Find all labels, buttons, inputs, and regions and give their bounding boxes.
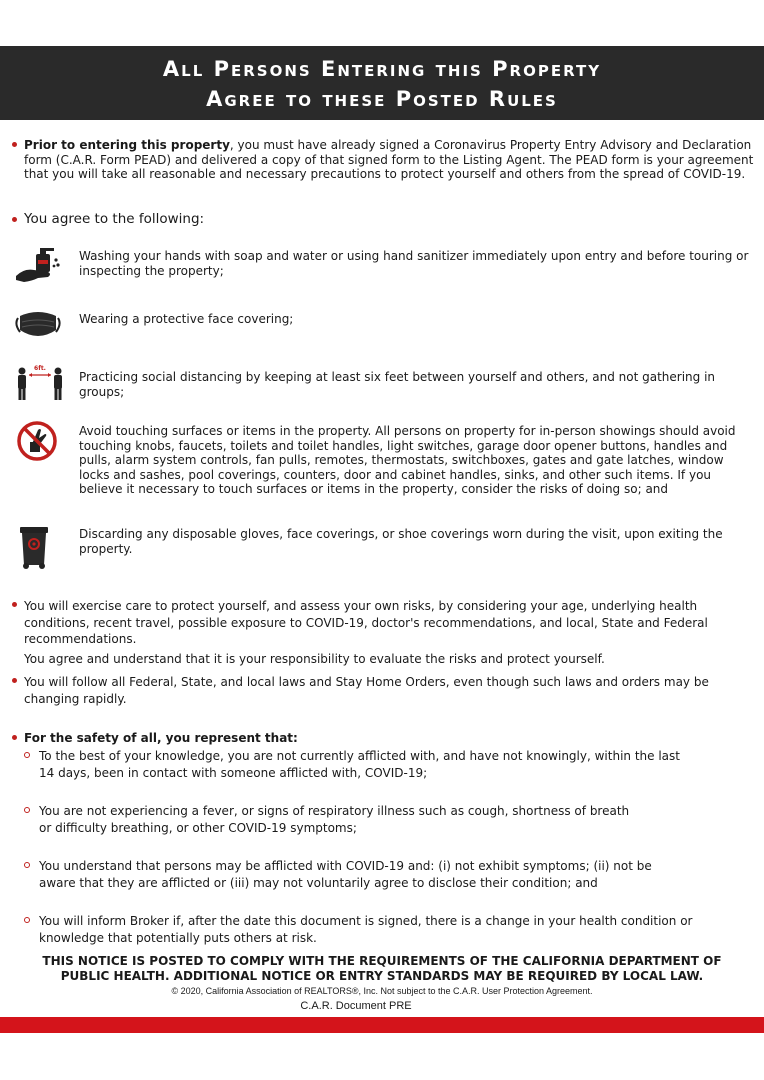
sub-bullet-ring [24,862,30,868]
bullet-dot [12,602,17,607]
hand-sanitizer-icon [14,246,62,286]
copyright: © 2020, California Association of REALTORS®, Inc. Not subject to the C.A.R. User Protection Agreement. [171,986,593,996]
agree-heading: You agree to the following: [24,211,205,227]
rule-text: Wearing a protective face covering; [79,312,294,326]
bullet-dot [12,142,17,147]
bullet-dot [12,217,17,222]
rule-text: Avoid touching surfaces or items in the property. All persons on property for in-person showings should avoid touching knobs, faucets, toilets and toilet handles, light switches, garage door opener buttons, handles and pulls, alarm system controls, fan pulls, remotes, thermostats, switchboxes, gates and gate latches, window locks and sashes, pool coverings, counters, door and cabinet handles, sinks, and other such items. If you believe it necessary to touch surfaces or items in the property, consider the risks of doing so; and [79,424,736,496]
intro-text: Prior to entering this property, you must have already signed a Coronavirus Property Entry Advisory and Declaration form (C.A.R. Form PEAD) and delivered a copy of that signed form to the Listing Agent. The PEAD form is your agreement that you will take all reasonable and necessary precautions to protect yourself and others from the spread of COVID-19. [24,138,754,181]
face-mask-icon [14,306,62,342]
rule-text: Washing your hands with soap and water or using hand sanitizer immediately upon entry and before touring or inspecting the property; [79,249,749,278]
laws-text: You will follow all Federal, State, and local laws and Stay Home Orders, even though such laws and orders may be changing rapidly. [24,675,709,706]
sub-bullet-ring [24,752,30,758]
page-header [0,46,764,120]
rule-text: Discarding any disposable gloves, face coverings, or shoe coverings worn during the visit, upon exiting the property. [79,527,723,556]
no-touch-icon [16,420,58,462]
bullet-dot [12,735,17,740]
safety-heading: For the safety of all, you represent that: [24,731,298,745]
biohazard-bin-icon [16,524,56,570]
header-title-line1: All Persons Entering this Property [162,57,602,81]
sub-bullet-ring [24,807,30,813]
rule-text: Practicing social distancing by keeping at least six feet between yourself and others, and not gathering in groups; [79,370,716,399]
sub-bullet-ring [24,917,30,923]
care-text: You will exercise care to protect yourself, and assess your own risks, by considering your age, underlying health conditions, recent travel, possible exposure to COVID-19, doctor's recommendations, and local, State and Federal recommendations. You agree and understand that it is your responsibility to evaluate the risks and protect yourself. [24,599,708,666]
compliance-notice: THIS NOTICE IS POSTED TO COMPLY WITH THE REQUIREMENTS OF THE CALIFORNIA DEPARTMENT OF PUBLIC HEALTH. ADDITIONAL NOTICE OR ENTRY STANDARDS MAY BE REQUIRED BY LOCAL LAW. [42,954,722,983]
social-distance-icon [14,363,66,405]
distance-label: 6ft. [34,365,46,372]
footer-red-bar [0,1017,764,1033]
header-title-line2: Agree to these Posted Rules [206,87,558,111]
document-id: C.A.R. Document PRE [300,1000,412,1012]
bullet-dot [12,678,17,683]
